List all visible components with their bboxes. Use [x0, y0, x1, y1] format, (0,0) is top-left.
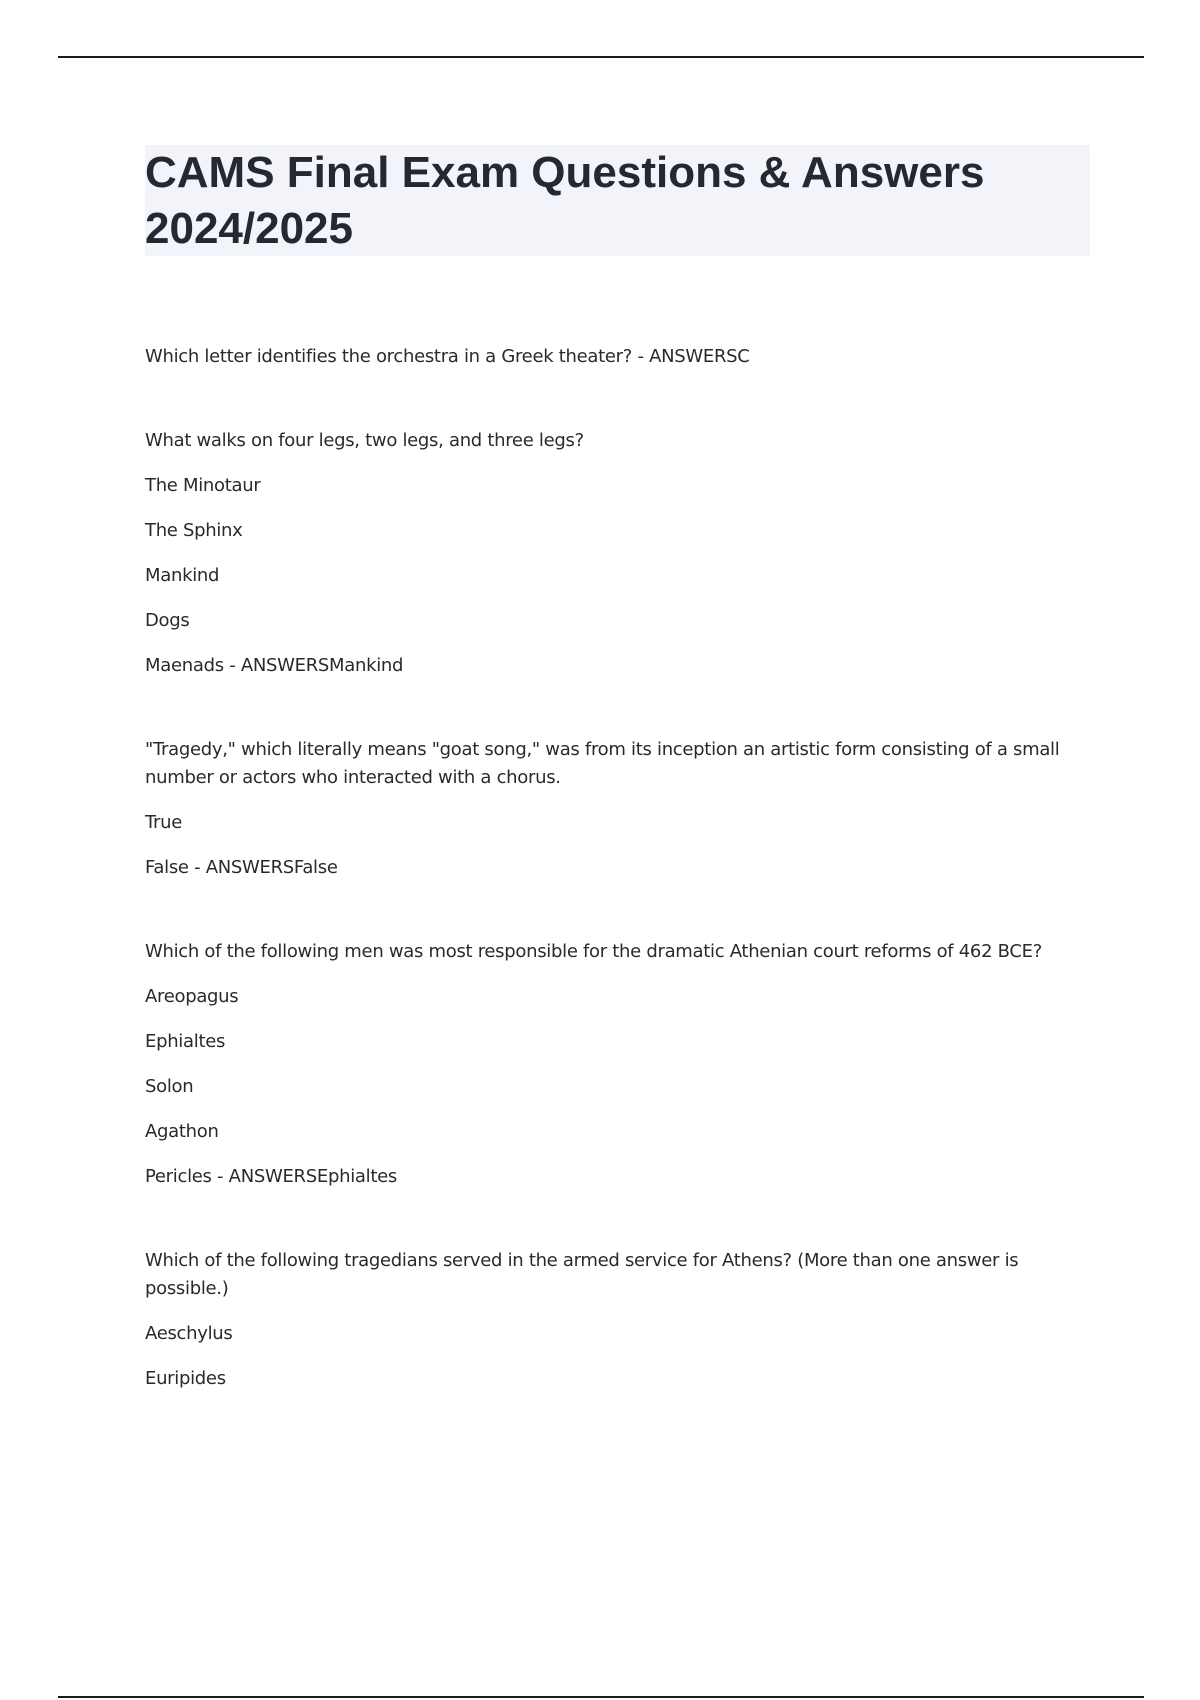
question-list — [145, 343, 1090, 1449]
question-block — [145, 736, 1090, 882]
answer-option: Solon — [145, 1076, 194, 1097]
answer-option: Pericles - ANSWERSEphialtes — [145, 1166, 397, 1187]
document-title: CAMS Final Exam Questions & Answers 2024/2025 — [145, 148, 985, 253]
answer-option: Aeschylus — [145, 1323, 233, 1344]
answer-option: False - ANSWERSFalse — [145, 857, 338, 878]
question-text: Which letter identifies the orchestra in a Greek theater? - ANSWERSC — [145, 346, 750, 367]
answer-option: Dogs — [145, 610, 190, 631]
footer-rule — [58, 1696, 1144, 1698]
answer-option: Euripides — [145, 1368, 226, 1389]
answer-option: True — [145, 812, 183, 833]
question-block — [145, 343, 1090, 371]
answer-option: Maenads - ANSWERSMankind — [145, 655, 404, 676]
answer-option: Ephialtes — [145, 1031, 226, 1052]
answer-option: Mankind — [145, 565, 220, 586]
answer-option: Agathon — [145, 1121, 219, 1142]
header-rule — [58, 56, 1144, 58]
answer-option: The Sphinx — [145, 520, 243, 541]
question-text: What walks on four legs, two legs, and three legs? — [145, 430, 584, 451]
title-banner — [145, 145, 1090, 256]
question-block — [145, 938, 1090, 1191]
question-block — [145, 1247, 1090, 1393]
question-text: "Tragedy," which literally means "goat song," was from its inception an artistic form consisting of a small number or actors who interacted with a chorus. — [145, 739, 1060, 788]
answer-option: The Minotaur — [145, 475, 261, 496]
answer-option: Areopagus — [145, 986, 239, 1007]
question-text: Which of the following tragedians served in the armed service for Athens? (More than one answer is possible.) — [145, 1250, 1019, 1299]
question-text: Which of the following men was most responsible for the dramatic Athenian court reforms of 462 BCE? — [145, 941, 1042, 962]
question-block — [145, 427, 1090, 680]
